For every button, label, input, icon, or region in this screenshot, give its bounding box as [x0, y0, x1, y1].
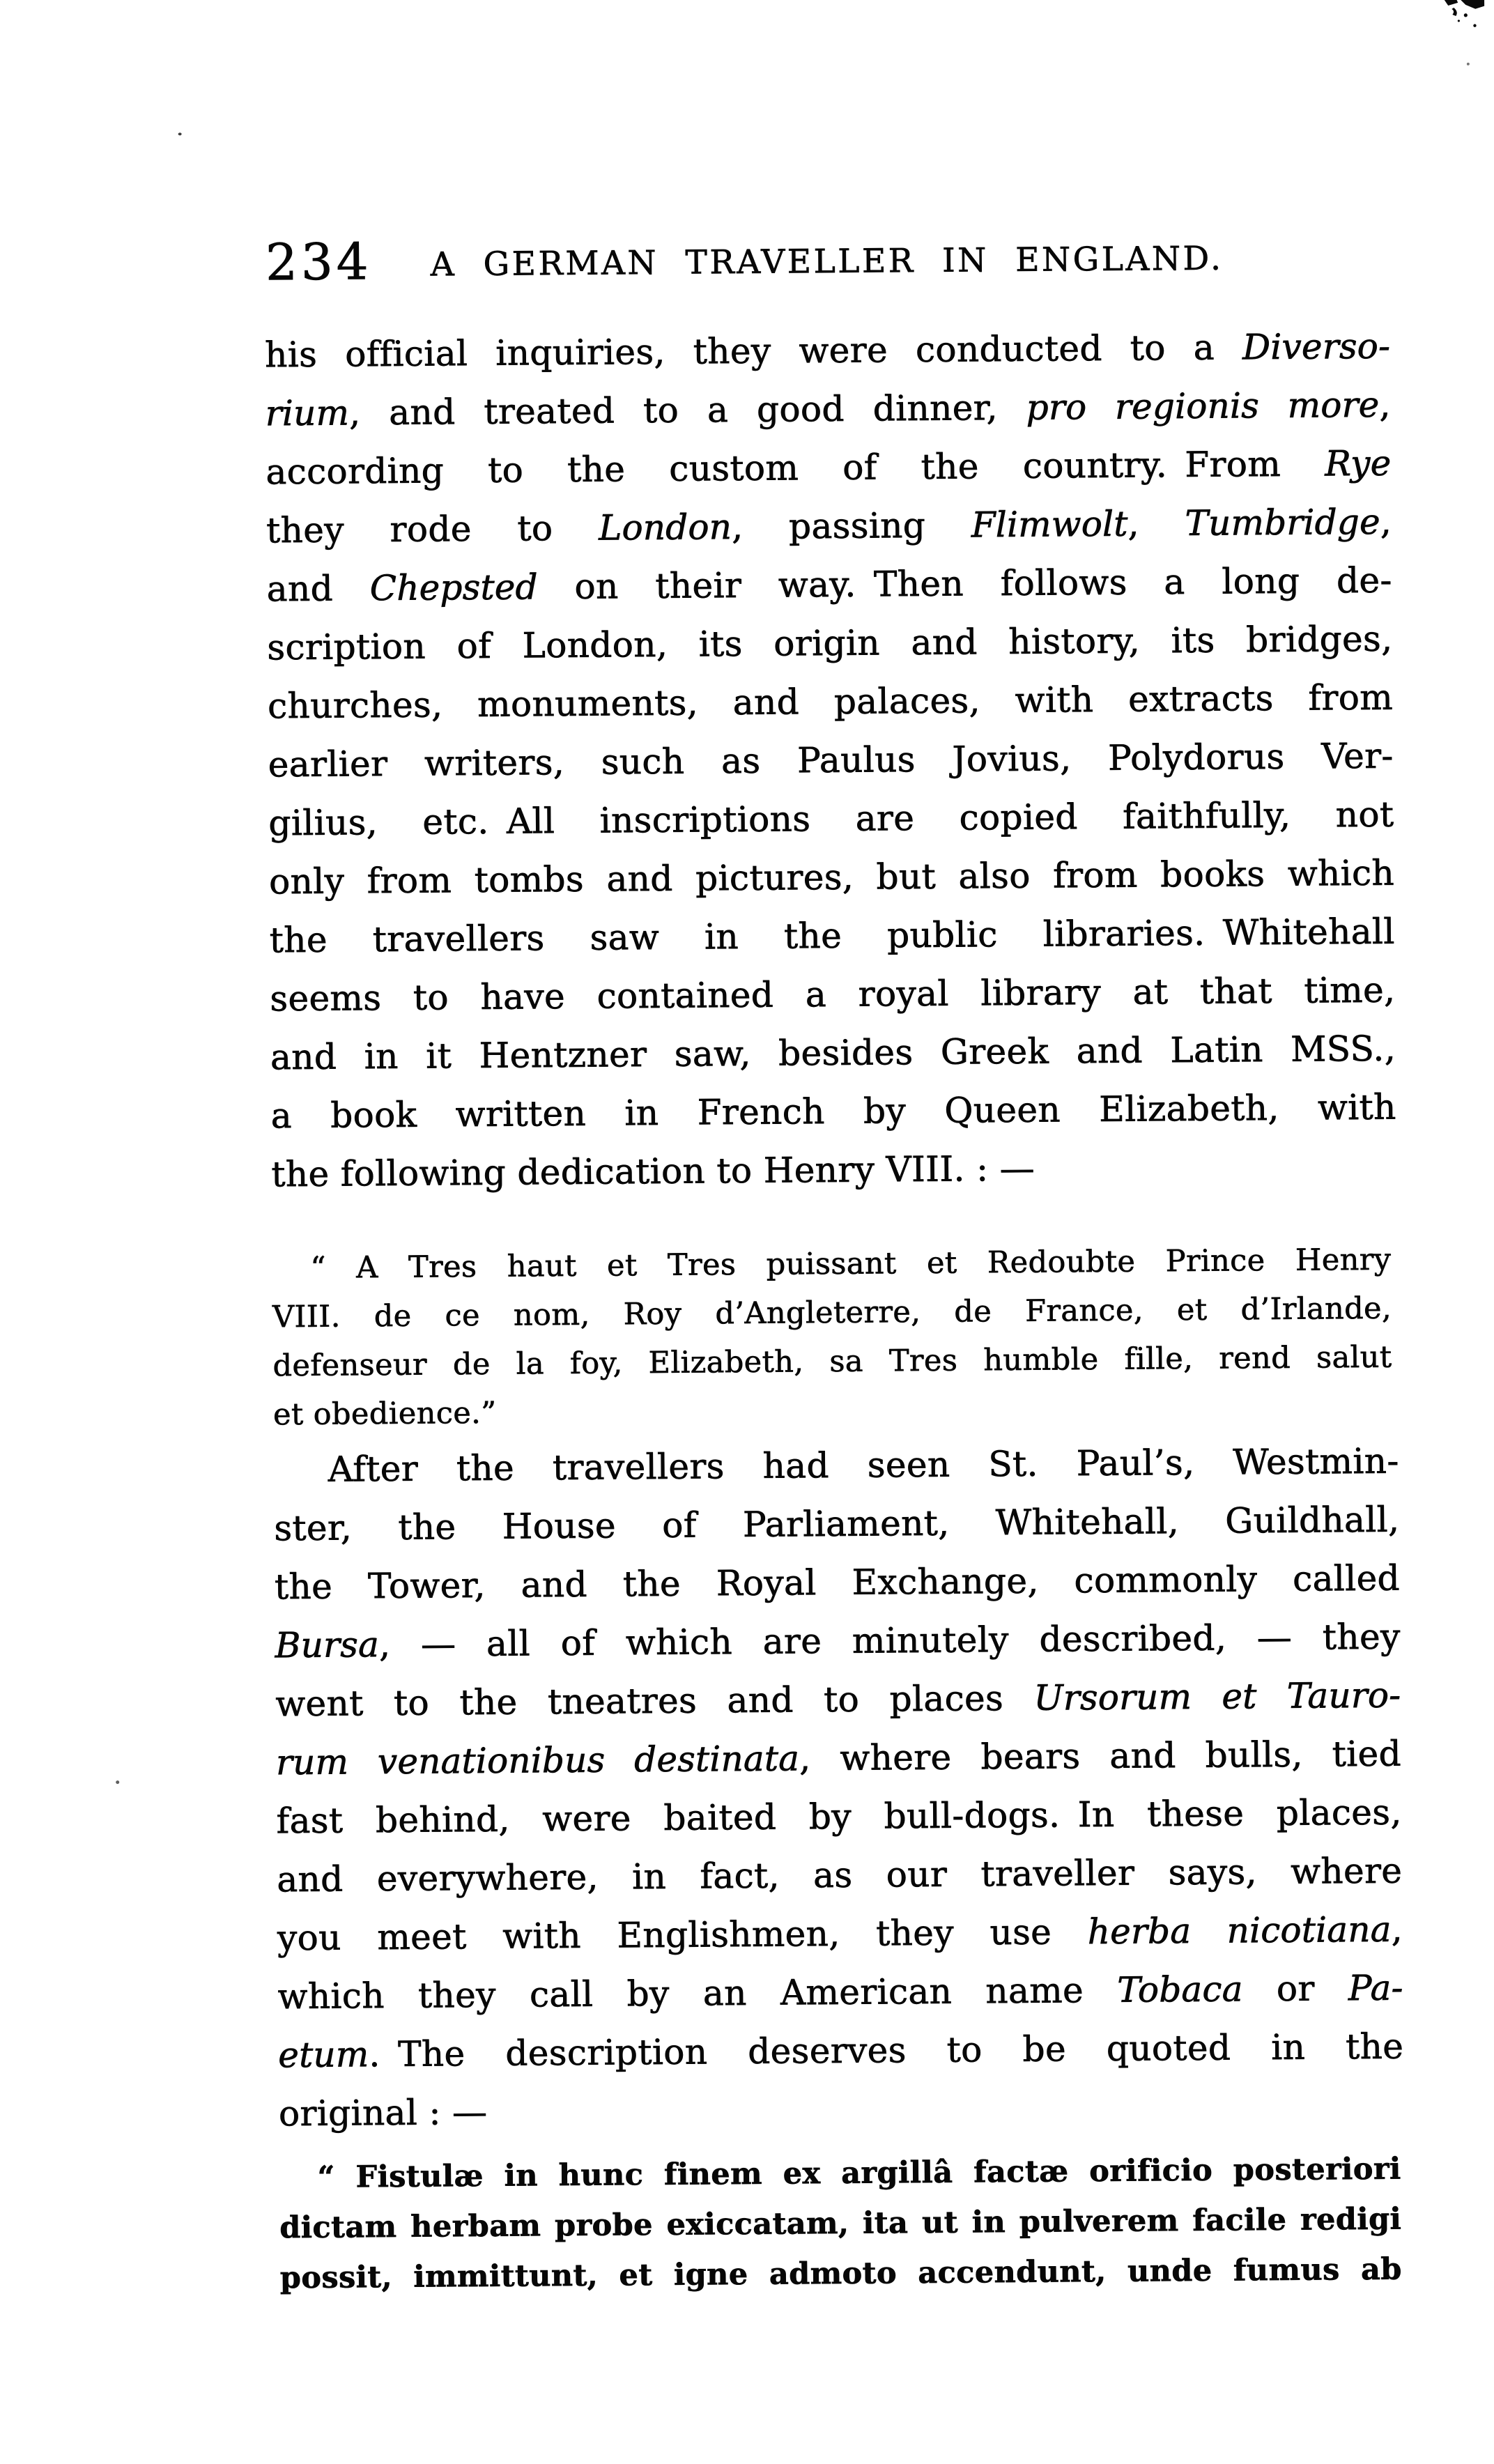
text-line: ster, the House of Parliament, Whitehall, Guildhall, — [274, 1499, 1400, 1549]
text-line: and everywhere, in fact, as our traveller says, where — [277, 1850, 1403, 1900]
text-line: you meet with Englishmen, they use herba nicotiana, — [277, 1909, 1403, 1959]
text-line: only from tombs and pictures, but also from books which — [268, 852, 1395, 902]
text-line: original : — — [278, 2091, 488, 2134]
text-line: dictam herbam probe exiccatam, ita ut in pulverem facile redigi — [279, 2201, 1402, 2246]
page-number: 234 — [265, 232, 372, 292]
text-line: seems to have contained a royal library at that time, — [270, 969, 1396, 1019]
text-line: etum. The description deserves to be quoted in the — [278, 2026, 1404, 2076]
text-line: his official inquiries, they were conducted to a Diverso- — [264, 325, 1391, 376]
text-line: scription of London, its origin and history, its bridges, — [267, 618, 1393, 668]
text-line: a book written in French by Queen Elizabeth, with — [270, 1086, 1396, 1137]
text-line: earlier writers, such as Paulus Jovius, Polydorus Ver- — [268, 735, 1394, 785]
text-line: Bursa, — all of which are minutely described, — they — [275, 1616, 1401, 1666]
text-line: VIII. de ce nom, Roy d’Angleterre, de France, et d’Irlande, — [272, 1291, 1392, 1335]
ink-speck — [178, 132, 182, 135]
text-line: After the travellers had seen St. Paul’s, Westmin- — [328, 1440, 1399, 1490]
text-line: they rode to London, passing Flimwolt, Tumbridge, — [265, 501, 1392, 551]
ink-speck — [1467, 63, 1470, 66]
text-line: the Tower, and the Royal Exchange, commonly called — [274, 1557, 1401, 1608]
text-line: the following dedication to Henry VIII. : — — [271, 1148, 1035, 1195]
running-title: A GERMAN TRAVELLER IN ENGLAND. — [430, 239, 1224, 284]
text-line: “ Fistulæ in hunc finem ex argillâ factæ orificio posteriori — [317, 2151, 1401, 2195]
text-line: rium, and treated to a good dinner, pro regionis more, — [265, 384, 1391, 434]
latin-pipe-quote — [279, 2144, 1402, 2304]
text-line: and Chepsted on their way. Then follows a long de- — [266, 560, 1392, 610]
text-line: the travellers saw in the public libraries. Whitehall — [269, 911, 1395, 961]
text-line: et obedience.” — [272, 1395, 497, 1433]
french-dedication-quote — [272, 1235, 1392, 1440]
text-line: possit, immittunt, et igne admoto accendunt, unde fumus ab — [279, 2251, 1402, 2296]
text-line: gilius, etc. All inscriptions are copied faithfully, not — [268, 794, 1394, 844]
text-line: and in it Hentzner saw, besides Greek and Latin MSS., — [270, 1028, 1396, 1078]
text-line: which they call by an American name Tobaca or Pa- — [277, 1967, 1403, 2017]
ink-speck — [116, 1780, 119, 1784]
second-paragraph — [273, 1432, 1404, 2143]
text-line: “ A Tres haut et Tres puissant et Redoubte Prince Henry — [310, 1242, 1392, 1286]
text-line: fast behind, were baited by bull-dogs. In these places, — [276, 1792, 1402, 1842]
text-line: churches, monuments, and palaces, with extracts from — [267, 677, 1394, 727]
ink-smudge — [1438, 0, 1484, 35]
opening-paragraph — [265, 317, 1397, 1204]
text-line: according to the custom of the country. From Rye — [265, 442, 1392, 493]
text-line: went to the tneatres and to places Ursorum et Tauro- — [275, 1674, 1401, 1725]
text-line: defenseur de la foy, Elizabeth, sa Tres humble fille, rend salut — [272, 1339, 1392, 1384]
text-line: rum venationibus destinata, where bears and bulls, tied — [275, 1733, 1402, 1783]
